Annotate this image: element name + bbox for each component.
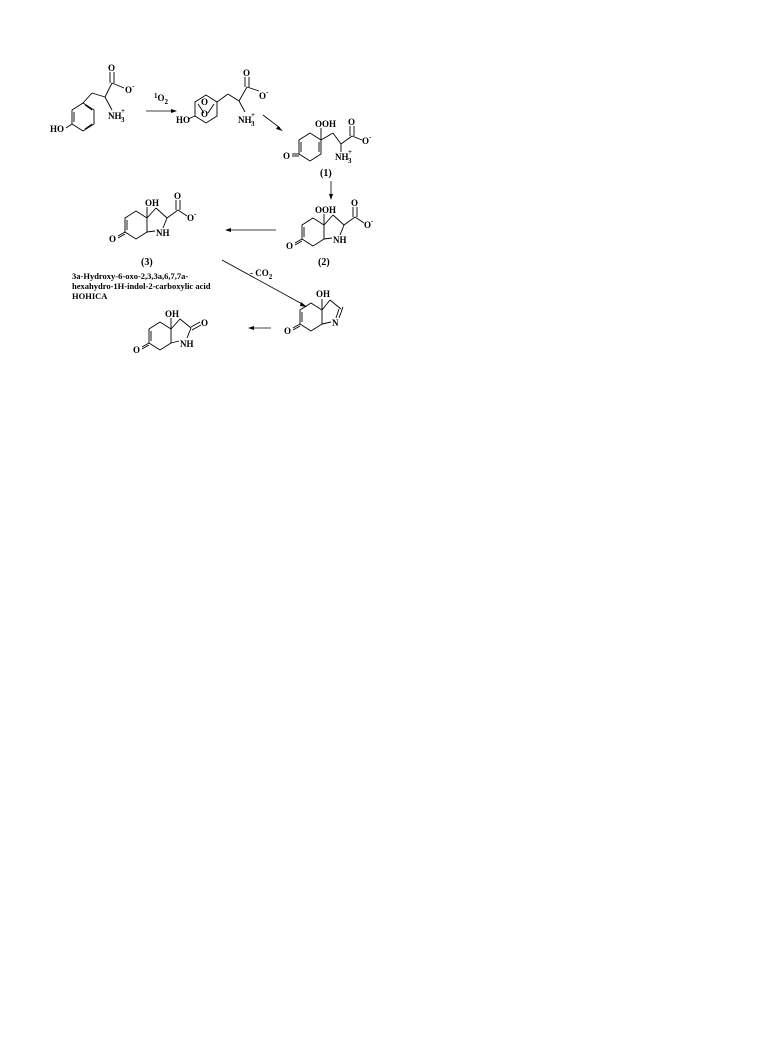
imine-nitrogen-label: N (332, 318, 339, 328)
endoperoxide-o-top: O (201, 97, 209, 107)
imine-hydroxyl-label: OH (316, 289, 331, 299)
compound-2-carboxylate-charge: - (371, 217, 374, 225)
compound-3-name-line2: hexahydro-1H-indol-2-carboxylic acid (72, 281, 211, 291)
tyrosine-hydroxyl-label: HO (50, 124, 65, 134)
compound-2-ketone-o: O (286, 241, 294, 251)
singlet-oxygen-label: $^1O_2$ (154, 92, 169, 106)
compound-1-carboxylate-o: O (362, 136, 370, 146)
compound-3-carboxylate-o: O (187, 213, 195, 223)
tyrosine-amine-label: NH (108, 111, 122, 121)
lactam-ketone-o: O (133, 345, 141, 355)
endoperoxide-hydroxyl-label: HO (176, 115, 191, 125)
arrow-to-compound-2 (329, 181, 333, 200)
compound-1-structure (283, 117, 372, 165)
compound-3-name-line1: 3a-Hydroxy-6-oxo-2,3,3a,6,7,7a- (72, 271, 189, 281)
compound-3-carboxylate-charge: - (194, 210, 197, 218)
arrow-to-compound-1 (263, 115, 283, 131)
tyrosine-amine-subscript: 3 (121, 116, 125, 124)
compound-3-label: (3) (141, 257, 153, 268)
lactam-carbonyl-o: O (201, 318, 209, 328)
compound-1-hydroperoxide-label: OOH (315, 119, 337, 129)
compound-2-carboxylate-o: O (364, 220, 372, 230)
lactam-amine-label: NH (180, 339, 194, 349)
arrow-to-compound-3 (225, 228, 276, 232)
endoperoxide-amine-charge: + (251, 111, 255, 119)
tyrosine-structure (50, 63, 135, 134)
compound-3-ketone-o: O (109, 234, 117, 244)
lactam-hydroxyl-label: OH (165, 309, 180, 319)
arrow-decarboxylation (222, 260, 307, 307)
compound-1-amine-label: NH (335, 152, 349, 162)
imine-structure (284, 289, 343, 336)
decarboxylation-label: - $CO_2$ (250, 268, 273, 281)
compound-3-hydroxyl-label: OH (145, 198, 160, 208)
compound-1-label: (1) (320, 168, 332, 179)
compound-2-structure (286, 198, 374, 251)
compound-3-amine-label: NH (156, 228, 170, 238)
tyrosine-carbonyl-o: O (108, 63, 116, 73)
compound-1-amine-subscript: 3 (348, 157, 352, 165)
compound-1-carbonyl-o: O (348, 117, 356, 127)
endoperoxide-carboxylate-charge: - (266, 88, 269, 96)
endoperoxide-carboxylate-o: O (259, 91, 267, 101)
tyrosine-carboxylate-o: O (125, 85, 133, 95)
endoperoxide-carbonyl-o: O (243, 68, 251, 78)
compound-1-amine-charge: + (348, 148, 352, 156)
compound-3-carbonyl-o: O (174, 191, 182, 201)
compound-2-carbonyl-o: O (351, 198, 359, 208)
compound-3-structure (109, 191, 197, 244)
compound-2-hydroperoxide-label: OOH (315, 205, 337, 215)
endoperoxide-amine-subscript: 3 (251, 120, 255, 128)
tyrosine-carboxylate-charge: - (132, 82, 135, 90)
compound-3-name-line3: HOHICA (72, 291, 108, 301)
arrow-to-lactam (248, 326, 271, 330)
endoperoxide-amine-label: NH (238, 115, 252, 125)
endoperoxide-o-bottom: O (201, 109, 209, 119)
tyrosine-amine-charge: + (121, 107, 125, 115)
compound-1-carboxylate-charge: - (369, 133, 372, 141)
compound-2-amine-label: NH (333, 235, 347, 245)
compound-1-ketone-o: O (283, 151, 291, 161)
arrow-singlet-oxygen (146, 92, 177, 113)
lactam-structure (133, 309, 208, 355)
imine-ketone-o: O (284, 326, 292, 336)
compound-2-label: (2) (318, 257, 330, 268)
endoperoxide-structure (176, 68, 269, 128)
